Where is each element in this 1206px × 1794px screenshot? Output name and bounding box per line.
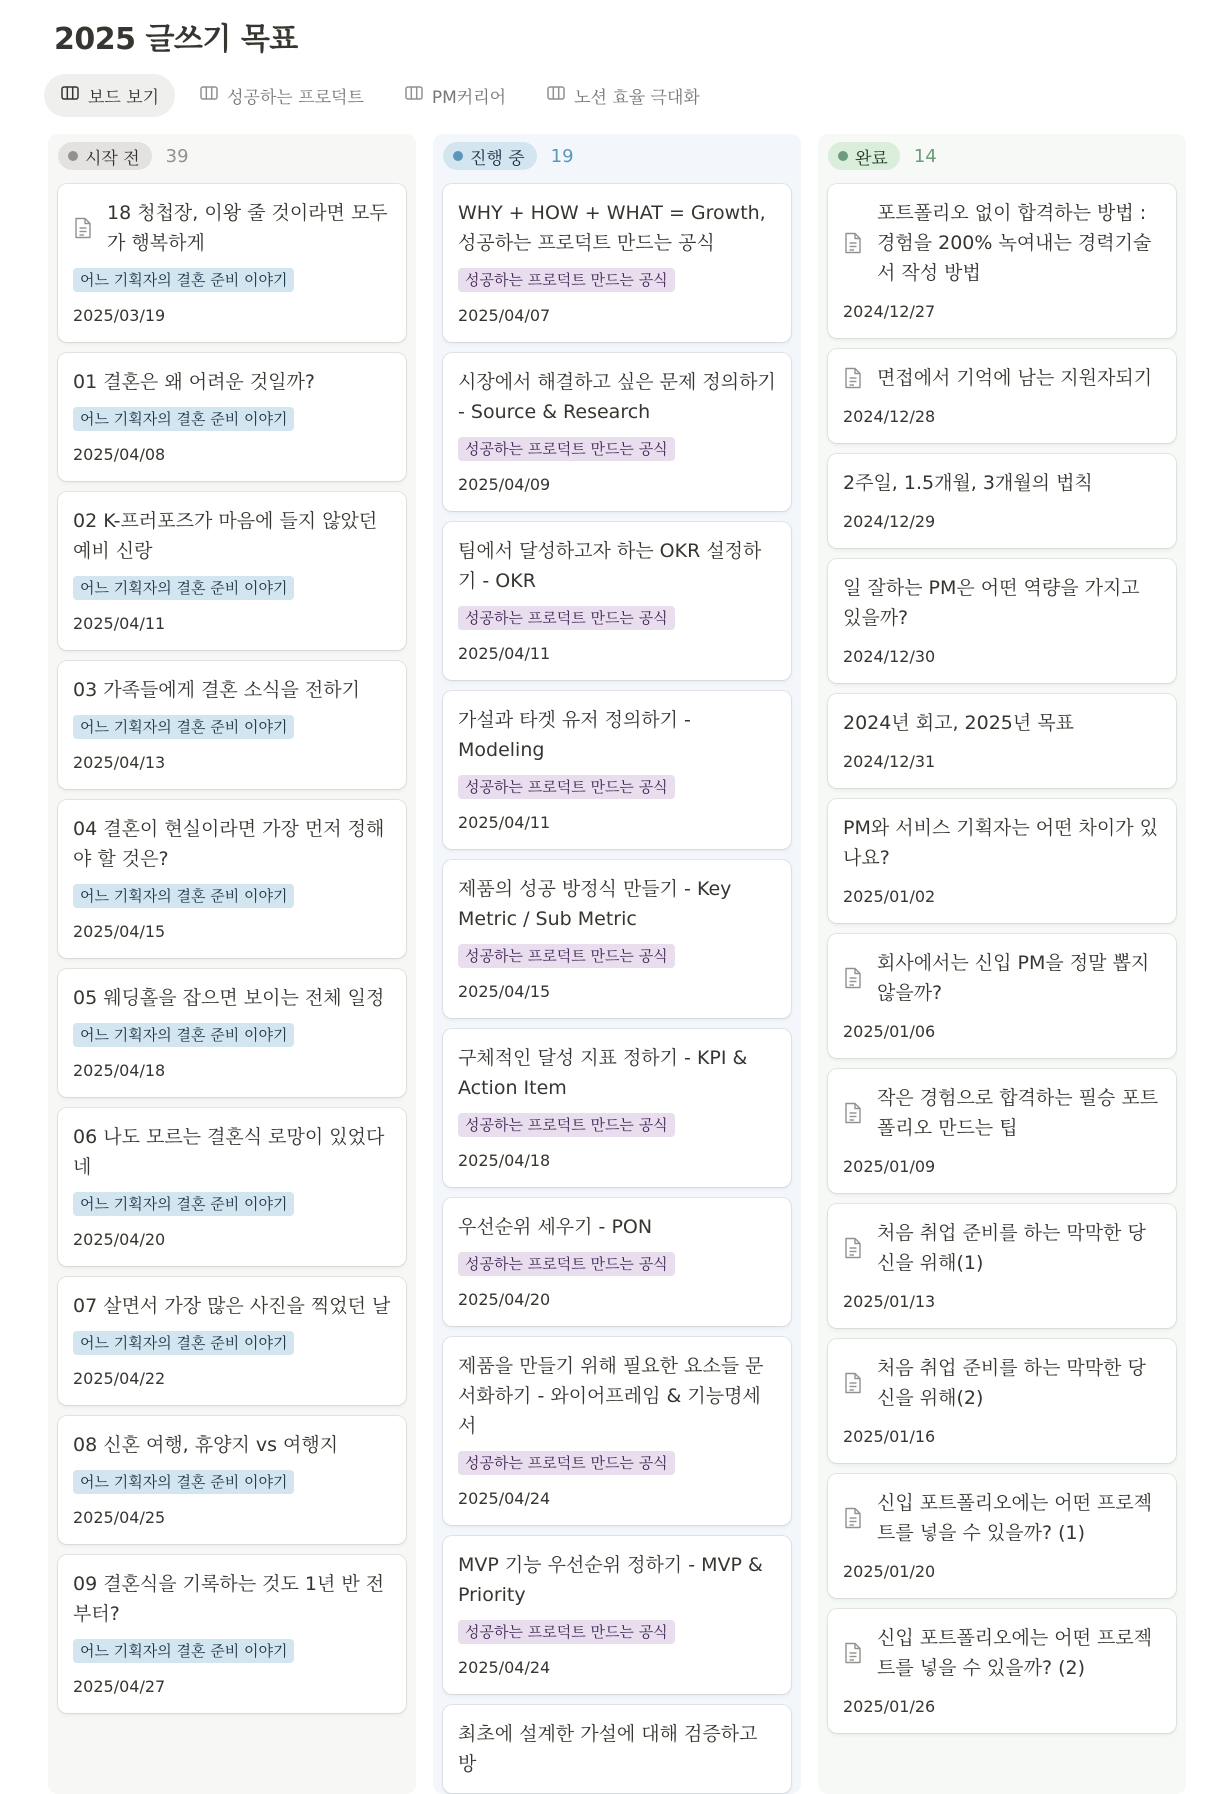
board-card[interactable] [443,691,791,849]
tab-pm-career[interactable] [388,74,522,117]
board-card[interactable] [443,1029,791,1187]
board-card[interactable] [58,969,406,1097]
card-date: 2024/12/29 [843,512,936,531]
card-title-row [458,198,776,258]
page-title: 2025 글쓰기 목표 [54,22,298,57]
document-icon [843,1235,865,1261]
card-date: 2025/04/07 [458,306,551,325]
series-tag: 어느 기획자의 결혼 준비 이야기 [73,1331,294,1355]
card-date: 2025/01/26 [843,1697,936,1716]
tab-board-view[interactable] [44,74,175,117]
card-date: 2025/04/15 [458,982,551,1001]
card-title-row [843,1353,1161,1413]
series-tag: 성공하는 프로덕트 만드는 공식 [458,268,675,292]
card-date: 2025/04/11 [73,614,166,633]
card-title-row [843,948,1161,1008]
series-tag: 성공하는 프로덕트 만드는 공식 [458,437,675,461]
tab-label: 성공하는 프로덕트 [227,88,364,108]
card-title: 팀에서 달성하고자 하는 OKR 설정하기 - OKR [458,540,762,592]
column-header [828,142,1176,170]
card-list [58,184,406,1713]
card-title-row [73,198,391,258]
board-card[interactable] [58,661,406,789]
board-card[interactable] [443,1198,791,1326]
board-card[interactable] [58,1277,406,1405]
card-title-row [843,573,1161,633]
board-card[interactable] [443,184,791,342]
card-title: 구체적인 달성 지표 정하기 - KPI & Action Item [458,1047,748,1099]
card-title-row [458,536,776,596]
series-tag: 성공하는 프로덕트 만드는 공식 [458,1252,675,1276]
board-icon [404,83,424,108]
card-date: 2025/04/22 [73,1369,166,1388]
board-card[interactable] [828,349,1176,443]
tab-notion-efficiency[interactable] [530,74,716,117]
card-title-row [73,675,391,705]
tab-label: 보드 보기 [88,88,160,108]
series-tag: 성공하는 프로덕트 만드는 공식 [458,1451,675,1475]
card-title: 일 잘하는 PM은 어떤 역량을 가지고 있을까? [843,577,1140,629]
card-title: 면접에서 기억에 남는 지원자되기 [877,367,1153,389]
series-tag: 성공하는 프로덕트 만드는 공식 [458,1620,675,1644]
document-icon [843,365,865,391]
card-title-row [843,1623,1161,1683]
board-icon [199,83,219,108]
card-title-row [73,1430,391,1460]
card-date: 2025/04/27 [73,1677,166,1696]
document-icon [73,215,95,241]
document-icon [843,965,865,991]
card-date: 2025/04/18 [458,1151,551,1170]
card-title-row [458,1719,776,1779]
board-card[interactable] [828,1204,1176,1328]
card-title-row [843,813,1161,873]
tab-label: PM커리어 [431,88,507,108]
card-title: 02 K-프러포즈가 마음에 들지 않았던 예비 신랑 [73,510,378,562]
card-title: 작은 경험으로 합격하는 필승 포트폴리오 만드는 팁 [877,1087,1159,1139]
column-in-progress [433,134,801,1794]
card-title: 2024년 회고, 2025년 목표 [843,712,1074,734]
card-title: 18 청첩장, 이왕 줄 것이라면 모두가 행복하게 [107,202,388,254]
series-tag: 어느 기획자의 결혼 준비 이야기 [73,1192,294,1216]
card-title: 제품을 만들기 위해 필요한 요소들 문서화하기 - 와이어프레임 & 기능명세서 [458,1355,764,1437]
card-date: 2025/04/24 [458,1658,551,1677]
series-tag: 어느 기획자의 결혼 준비 이야기 [73,1639,294,1663]
card-title-row [458,705,776,765]
column-not-started [48,134,416,1794]
card-date: 2025/01/06 [843,1022,936,1041]
card-date: 2025/04/18 [73,1061,166,1080]
series-tag: 어느 기획자의 결혼 준비 이야기 [73,407,294,431]
document-icon [843,1370,865,1396]
card-title: 01 결혼은 왜 어려운 것일까? [73,371,315,393]
card-date: 2025/04/20 [73,1230,166,1249]
card-title: 09 결혼식을 기록하는 것도 1년 반 전부터? [73,1573,385,1625]
board-card[interactable] [828,1339,1176,1463]
card-title: 회사에서는 신입 PM을 정말 뽑지 않을까? [877,952,1150,1004]
document-icon [843,1100,865,1126]
column-done [818,134,1186,1794]
board-card[interactable] [828,799,1176,923]
card-date: 2025/04/11 [458,813,551,832]
board-card[interactable] [58,800,406,958]
card-title: 신입 포트폴리오에는 어떤 프로젝트를 넣을 수 있을까? (2) [877,1627,1153,1679]
card-date: 2024/12/27 [843,302,936,321]
board-card[interactable] [828,1474,1176,1598]
column-count: 39 [165,145,189,167]
card-title: 처음 취업 준비를 하는 막막한 당신을 위해(1) [877,1222,1146,1274]
card-title-row [73,506,391,566]
status-label: 시작 전 [85,148,140,169]
card-title-row [458,1043,776,1103]
card-date: 2025/01/02 [843,887,936,906]
status-dot [838,151,848,161]
document-icon [843,230,865,256]
series-tag: 어느 기획자의 결혼 준비 이야기 [73,715,294,739]
series-tag: 어느 기획자의 결혼 준비 이야기 [73,1470,294,1494]
card-title-row [458,367,776,427]
series-tag: 어느 기획자의 결혼 준비 이야기 [73,884,294,908]
board-card[interactable] [443,1536,791,1694]
card-title: WHY + HOW + WHAT = Growth, 성공하는 프로덕트 만드는 공식 [458,202,766,254]
series-tag: 성공하는 프로덕트 만드는 공식 [458,606,675,630]
card-title: 03 가족들에게 결혼 소식을 전하기 [73,679,360,701]
board-card[interactable] [443,353,791,511]
card-title-row [843,708,1161,738]
card-title-row [73,367,391,397]
card-title: 신입 포트폴리오에는 어떤 프로젝트를 넣을 수 있을까? (1) [877,1492,1153,1544]
card-date: 2025/01/16 [843,1427,936,1446]
board-card[interactable] [58,1416,406,1544]
board-card[interactable] [828,184,1176,338]
card-title-row [843,1488,1161,1548]
board-card[interactable] [58,353,406,481]
card-date: 2025/04/11 [458,644,551,663]
card-title-row [458,1351,776,1441]
card-date: 2025/04/24 [458,1489,551,1508]
card-title-row [73,1569,391,1629]
card-title-row [843,1218,1161,1278]
card-date: 2025/04/20 [458,1290,551,1309]
board-card[interactable] [828,694,1176,788]
card-date: 2025/04/08 [73,445,166,464]
card-date: 2025/01/09 [843,1157,936,1176]
card-title-row [843,1083,1161,1143]
card-title-row [843,468,1161,498]
card-title: 07 살면서 가장 많은 사진을 찍었던 날 [73,1295,391,1317]
card-title-row [843,198,1161,288]
board-card[interactable] [828,1069,1176,1193]
card-title-row [73,983,391,1013]
series-tag: 어느 기획자의 결혼 준비 이야기 [73,576,294,600]
kanban-board [48,134,1186,1794]
card-title: 05 웨딩홀을 잡으면 보이는 전체 일정 [73,987,385,1009]
card-title-row [73,1122,391,1182]
card-title: 04 결혼이 현실이라면 가장 먼저 정해야 할 것은? [73,818,385,870]
board-card[interactable] [828,1609,1176,1733]
card-date: 2025/03/19 [73,306,166,325]
board-card[interactable] [443,1337,791,1525]
series-tag: 어느 기획자의 결혼 준비 이야기 [73,268,294,292]
tab-label: 노션 효율 극대화 [574,88,700,108]
card-date: 2025/04/09 [458,475,551,494]
view-tabs [44,74,716,117]
document-icon [843,1640,865,1666]
board-card[interactable] [443,860,791,1018]
status-label: 완료 [855,148,888,169]
tab-successful-product[interactable] [183,74,380,117]
card-title-row [458,1212,776,1242]
card-title: 최초에 설계한 가설에 대해 검증하고 방 [458,1723,758,1775]
card-title: 06 나도 모르는 결혼식 로망이 있었다네 [73,1126,385,1178]
board-card[interactable] [58,184,406,342]
card-title: 제품의 성공 방정식 만들기 - Key Metric / Sub Metric [458,878,732,930]
card-title-row [73,814,391,874]
card-list [828,184,1176,1733]
board-icon [546,83,566,108]
card-title: 시장에서 해결하고 싶은 문제 정의하기 - Source & Research [458,371,776,423]
column-header [58,142,406,170]
document-icon [843,1505,865,1531]
card-title-row [843,363,1161,393]
card-title-row [73,1291,391,1321]
card-title: PM와 서비스 기획자는 어떤 차이가 있나요? [843,817,1159,869]
card-list [443,184,791,1793]
series-tag: 성공하는 프로덕트 만드는 공식 [458,1113,675,1137]
card-title: MVP 기능 우선순위 정하기 - MVP & Priority [458,1554,763,1606]
card-date: 2025/01/13 [843,1292,936,1311]
card-title: 포트폴리오 없이 합격하는 방법 : 경험을 200% 녹여내는 경력기술서 작성 방법 [877,202,1152,284]
column-count: 14 [913,145,937,167]
card-title-row [458,874,776,934]
card-date: 2025/04/13 [73,753,166,772]
status-label: 진행 중 [470,148,525,169]
status-pill[interactable] [58,142,152,170]
board-card[interactable] [443,522,791,680]
status-dot [453,151,463,161]
card-date: 2025/04/25 [73,1508,166,1527]
board-card[interactable] [58,492,406,650]
board-icon [60,83,80,108]
board-card[interactable] [828,454,1176,548]
board-card[interactable] [828,559,1176,683]
board-card[interactable] [828,934,1176,1058]
card-date: 2024/12/31 [843,752,936,771]
card-title: 가설과 타겟 유저 정의하기 - Modeling [458,709,691,761]
series-tag: 성공하는 프로덕트 만드는 공식 [458,775,675,799]
card-title: 08 신혼 여행, 휴양지 vs 여행지 [73,1434,339,1456]
card-date: 2025/01/20 [843,1562,936,1581]
status-pill[interactable] [828,142,900,170]
card-title: 처음 취업 준비를 하는 막막한 당신을 위해(2) [877,1357,1146,1409]
card-date: 2024/12/28 [843,407,936,426]
card-title-row [458,1550,776,1610]
card-title: 우선순위 세우기 - PON [458,1216,653,1238]
status-dot [68,151,78,161]
status-pill[interactable] [443,142,537,170]
card-date: 2025/04/15 [73,922,166,941]
board-card[interactable] [443,1705,791,1793]
column-header [443,142,791,170]
card-date: 2024/12/30 [843,647,936,666]
column-count: 19 [550,145,574,167]
card-title: 2주일, 1.5개월, 3개월의 법칙 [843,472,1093,494]
series-tag: 성공하는 프로덕트 만드는 공식 [458,944,675,968]
board-card[interactable] [58,1108,406,1266]
board-card[interactable] [58,1555,406,1713]
series-tag: 어느 기획자의 결혼 준비 이야기 [73,1023,294,1047]
